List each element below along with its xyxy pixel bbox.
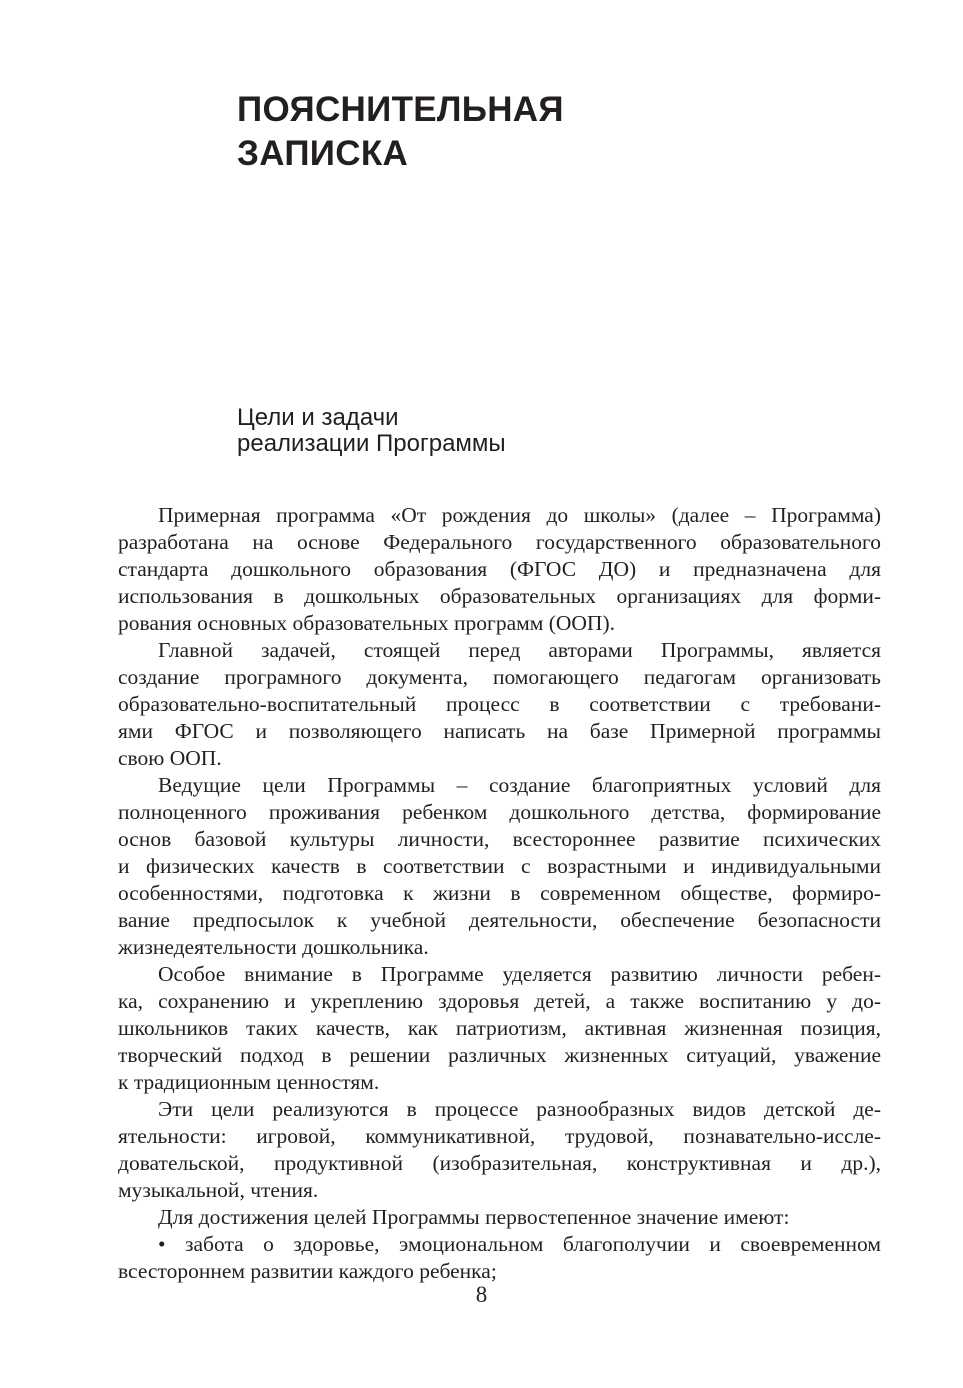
section-heading xyxy=(237,405,506,457)
text-line: школьников таких качеств, как патриотизм, активная жизненная позиция, xyxy=(118,1016,881,1040)
text-line: особенностями, подготовка к жизни в современном обществе, формиро- xyxy=(118,881,881,905)
text-line: Примерная программа «От рождения до школы» (далее – Программа) xyxy=(158,503,881,527)
text-line: полноценного проживания ребенком дошкольного детства, формирование xyxy=(118,800,881,824)
text-line: жизнедеятельности дошкольника. xyxy=(118,935,429,959)
text-line: Эти цели реализуются в процессе разнообразных видов детской де- xyxy=(158,1097,881,1121)
paragraph xyxy=(118,772,881,961)
text-line: ятельности: игровой, коммуникативной, трудовой, познавательно-иссле- xyxy=(118,1124,881,1148)
page-title-line: ЗАПИСКА xyxy=(237,134,409,173)
text-line: свою ООП. xyxy=(118,746,222,770)
text-line: рования основных образовательных программ (ООП). xyxy=(118,611,615,635)
paragraph xyxy=(118,637,881,772)
text-line: ями ФГОС и позволяющего написать на базе Примерной программы xyxy=(118,719,881,743)
text-line: разработана на основе Федерального государственного образовательного xyxy=(118,530,881,554)
text-line: музыкальной, чтения. xyxy=(118,1178,319,1202)
text-line: Особое внимание в Программе уделяется развитию личности ребен- xyxy=(158,962,881,986)
text-line: к традиционным ценностям. xyxy=(118,1070,380,1094)
paragraph xyxy=(118,502,881,637)
text-line: вание предпосылок к учебной деятельности, обеспечение безопасности xyxy=(118,908,881,932)
text-line: образовательно-воспитательный процесс в соответствии с требовани- xyxy=(118,692,881,716)
text-line: и физических качеств в соответствии с возрастными и индивидуальными xyxy=(118,854,881,878)
page-title-line: ПОЯСНИТЕЛЬНАЯ xyxy=(237,90,564,129)
page-number: 8 xyxy=(475,1282,488,1307)
text-line: Ведущие цели Программы – создание благоприятных условий для xyxy=(158,773,881,797)
text-line: использования в дошкольных образовательных организациях для форми- xyxy=(118,584,881,608)
text-line: Главной задачей, стоящей перед авторами Программы, является xyxy=(158,638,881,662)
section-heading-line: реализации Программы xyxy=(237,430,506,457)
text-line: довательской, продуктивной (изобразительная, конструктивная и др.), xyxy=(118,1151,881,1175)
paragraph xyxy=(118,1204,881,1231)
text-line: основ базовой культуры личности, всестороннее развитие психических xyxy=(118,827,881,851)
text-line: стандарта дошкольного образования (ФГОС ДО) и предназначена для xyxy=(118,557,881,581)
page-title xyxy=(237,88,564,176)
text-line: творческий подход в решении различных жизненных ситуаций, уважение xyxy=(118,1043,881,1067)
text-line: всестороннем развитии каждого ребенка; xyxy=(118,1259,497,1283)
text-line: ка, сохранению и укреплению здоровья детей, а также воспитанию у до- xyxy=(118,989,881,1013)
paragraph xyxy=(118,1096,881,1204)
text-line: • забота о здоровье, эмоциональном благополучии и своевременном xyxy=(158,1232,881,1256)
text-line: Для достижения целей Программы первостепенное значение имеют: xyxy=(158,1205,790,1229)
paragraph xyxy=(118,1231,881,1285)
body-text xyxy=(118,502,881,1285)
text-line: создание програмного документа, помогающего педагогам организовать xyxy=(118,665,881,689)
section-heading-line: Цели и задачи xyxy=(237,404,399,431)
paragraph xyxy=(118,961,881,1096)
